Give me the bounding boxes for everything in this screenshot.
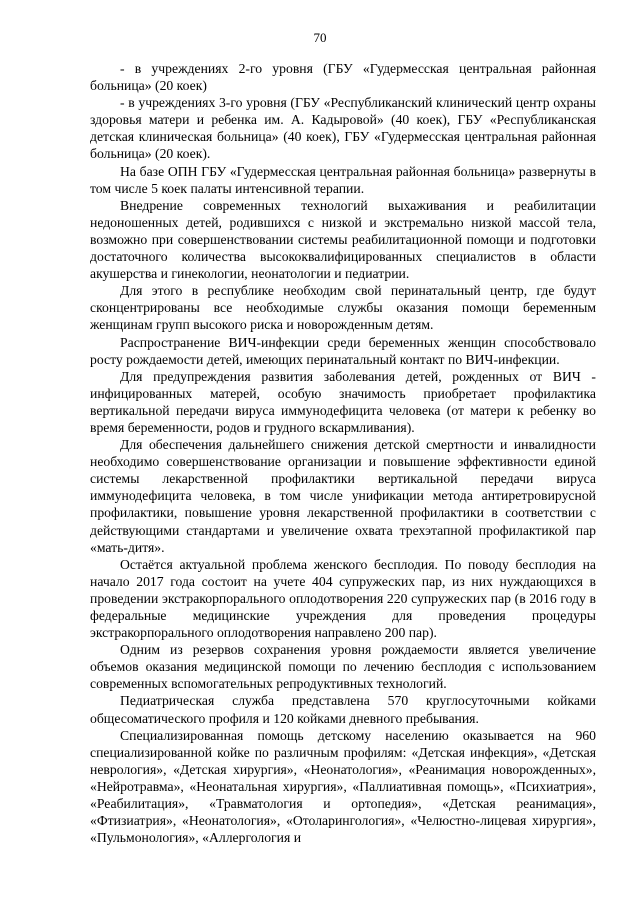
paragraph: Остаётся актуальной проблема женского бесплодия. По поводу бесплодия на начало 2017 года состоит на учете 404 супружеских пар, из них нуждающихся в проведении экстракорпорального оплодотворения 220 супружеских пар (в 2016 году в федеральные медицинские учреждения для проведения процедуры экстракорпорального оплодотворения направлено 200 пар). — [90, 556, 596, 641]
paragraph: Распространение ВИЧ-инфекции среди беременных женщин способствовало росту рождаемости детей, имеющих перинатальный контакт по ВИЧ-инфекции. — [90, 334, 596, 367]
paragraph: Одним из резервов сохранения уровня рождаемости является увеличение объемов оказания медицинской помощи по лечению бесплодия с использованием современных вспомогательных репродуктивных технологий. — [90, 642, 596, 692]
paragraph: - в учреждениях 2-го уровня (ГБУ «Гудермесская центральная районная больница» (20 коек) — [90, 61, 596, 94]
paragraph: Для обеспечения дальнейшего снижения детской смертности и инвалидности необходимо совершенствование организации и повышение эффективности единой системы лекарственной профилактики вертикальной передачи вируса иммунодефицита человека, в том числе унификации метода антиретровирусной профилактики, повышение уровня лекарственной профилактики в соответствии с действующими стандартами и увеличение охвата трехэтапной профилактикой пар «мать-дитя». — [90, 437, 596, 555]
paragraph: Внедрение современных технологий выхаживания и реабилитации недоношенных детей, родившихся с низкой и экстремально низкой массой тела, возможно при совершенствовании системы реабилитационной помощи и подготовки достаточного количества высококвалифицированных специалистов в области акушерства и гинекологии, неонатологии и педиатрии. — [90, 197, 596, 282]
paragraph: Педиатрическая служба представлена 570 круглосуточными койками общесоматического профиля и 120 койками дневного пребывания. — [90, 693, 596, 726]
paragraph: Для этого в республике необходим свой перинатальный центр, где будут сконцентрированы все необходимые службы оказания помощи беременным женщинам групп высокого риска и новорожденным детям. — [90, 283, 596, 333]
paragraph: На базе ОПН ГБУ «Гудермесская центральная районная больница» развернуты в том числе 5 коек палаты интенсивной терапии. — [90, 163, 596, 196]
paragraph: Специализированная помощь детскому населению оказывается на 960 специализированной койке по различным профилям: «Детская инфекция», «Детская неврология», «Детская хирургия», «Неонатология», «Реанимация новорожденных», «Нейротравма», «Неонатальная хирургия», «Паллиативная помощь», «Психиатрия», «Реабилитация», «Травматология и ортопедия», «Детская реанимация», «Фтизиатрия», «Неонатология», «Отоларингология», «Челюстно-лицевая хирургия», «Пульмонология», «Аллергология и — [90, 727, 596, 846]
paragraph: Для предупреждения развития заболевания детей, рожденных от ВИЧ - инфицированных матерей, особую значимость приобретает профилактика вертикальной передачи вируса иммунодефицита человека (от матери к ребенку во время беременности, родов и грудного вскармливания). — [90, 368, 596, 435]
paragraph: - в учреждениях 3-го уровня (ГБУ «Республиканский клинический центр охраны здоровья матери и ребенка им. А. Кадыровой» (40 коек), ГБУ «Республиканская детская клиническая больница» (40 коек), ГБУ «Гудермесская центральная районная больница» (20 коек). — [90, 95, 596, 162]
page-number: 70 — [313, 30, 327, 45]
body-text — [90, 60, 596, 846]
